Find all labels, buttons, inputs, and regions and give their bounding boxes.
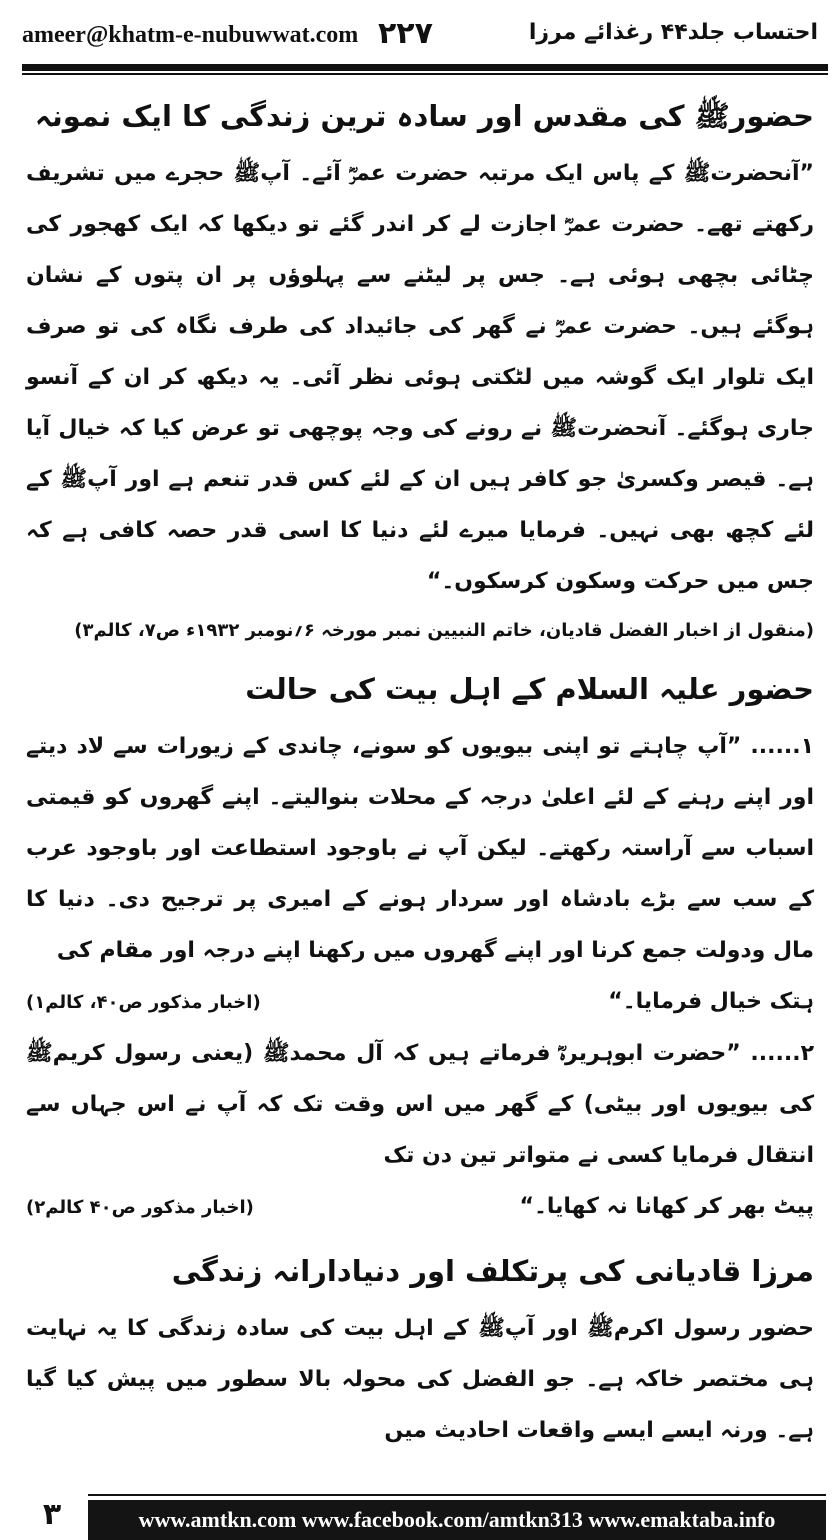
list-item [26,721,814,1028]
list-item-body: ”آپ چاہتے تو اپنی بیویوں کو سونے، چاندی کے زیورات سے لاد دیتے اور اپنے رہنے کے لئے اعلیٰ درجہ کے محلات بنوالیتے۔ اپنے گھروں کو قیمتی اسباب سے آراستہ رکھتے۔ لیکن آپ نے باوجود استطاعت اور باوجود عرب کے سب سے بڑے بادشاہ اور سردار ہونے کے امیری پر ترجیح دی۔ دنیا کا مال ودولت جمع کرنا اور اپنے گھروں میں رکھنا اپنے درجہ اور مقام کی [26,734,814,963]
header-page-number: ۲۲۷ [378,16,433,51]
footer-rule [88,1494,826,1496]
list-item-number: ۱...... [750,734,814,759]
list-item-text [26,721,814,976]
section-heading: حضورﷺ کی مقدس اور سادہ ترین زندگی کا ایک نمونہ [34,99,814,133]
header-book-title: احتساب جلد۴۴ رغذائے مرزا [528,20,818,45]
page-footer [0,1488,840,1540]
header-rule [22,64,828,71]
footer-page-marker: ۳ [42,1497,62,1532]
header-email: ameer@khatm-e-nubuwwat.com [22,22,359,48]
section-paragraph: ”آنحضرتﷺ کے پاس ایک مرتبہ حضرت عمرؓ آئے۔ آپﷺ حجرے میں تشریف رکھتے تھے۔ حضرت عمرؓ اجازت لے کر اندر گئے تو دیکھا کہ ایک کھجور کی چٹائی بچھی ہوئی ہے۔ جس پر لیٹنے سے پہلوؤں پر ان پتوں کے نشان ہوگئے ہیں۔ حضرت عمرؓ نے گھر کی جائیداد کی طرف نگاہ کی تو صرف ایک تلوار ایک گوشہ میں لٹکتی ہوئی نظر آئی۔ یہ دیکھ کر ان کے آنسو جاری ہوگئے۔ آنحضرتﷺ نے رونے کی وجہ پوچھی تو عرض کیا کہ خیال آیا ہے۔ قیصر وکسریٰ جو کافر ہیں ان کے لئے کس قدر تنعم ہے اور آپﷺ کے لئے کچھ بھی نہیں۔ فرمایا میرے لئے دنیا کا اسی قدر حصہ کافی ہے کہ جس میں حرکت وسکون کرسکوں۔“ [26,161,814,594]
list-item-footer [26,1181,814,1233]
footer-links: www.amtkn.com www.facebook.com/amtkn313 www.emaktaba.info [88,1500,826,1540]
list-item-last-line: ہتک خیال فرمایا۔“ [608,989,814,1014]
list-item-last-line: پیٹ بھر کر کھانا نہ کھایا۔“ [519,1194,814,1219]
page-header [0,0,840,62]
citation: (منقول از اخبار الفضل قادیان، خاتم النبیین نمبر مورخہ ۶؍نومبر ۱۹۳۲ء ص۷، کالم۳) [74,620,814,641]
page-content [26,78,814,1456]
list-item-number: ۲...... [750,1041,814,1066]
list-item [26,1028,814,1233]
list-item-text [26,1028,814,1181]
header-rule-thin [22,73,828,75]
reference: (اخبار مذکور ص۴۰، کالم۱) [26,992,261,1013]
section-heading: حضور علیہ السلام کے اہل بیت کی حالت [245,672,814,706]
reference: (اخبار مذکور ص۴۰ کالم۲) [26,1197,254,1218]
section-heading: مرزا قادیانی کی پرتکلف اور دنیادارانہ زندگی [171,1254,814,1288]
section-paragraph: حضور رسول اکرمﷺ اور آپﷺ کے اہل بیت کی سادہ زندگی کا یہ نہایت ہی مختصر خاکہ ہے۔ جو الفضل کی محولہ بالا سطور میں پیش کیا گیا ہے۔ ورنہ ایسے ایسے واقعات احادیث میں [26,1316,814,1443]
list-item-body: ”حضرت ابوہریرہؓ فرماتے ہیں کہ آل محمدﷺ (یعنی رسول کریمﷺ کی بیویوں اور بیٹی) کے گھر میں اس وقت تک کہ آپ نے اس جہاں سے انتقال فرمایا کسی نے متواتر تین دن تک [26,1041,814,1168]
list-item-footer [26,976,814,1028]
